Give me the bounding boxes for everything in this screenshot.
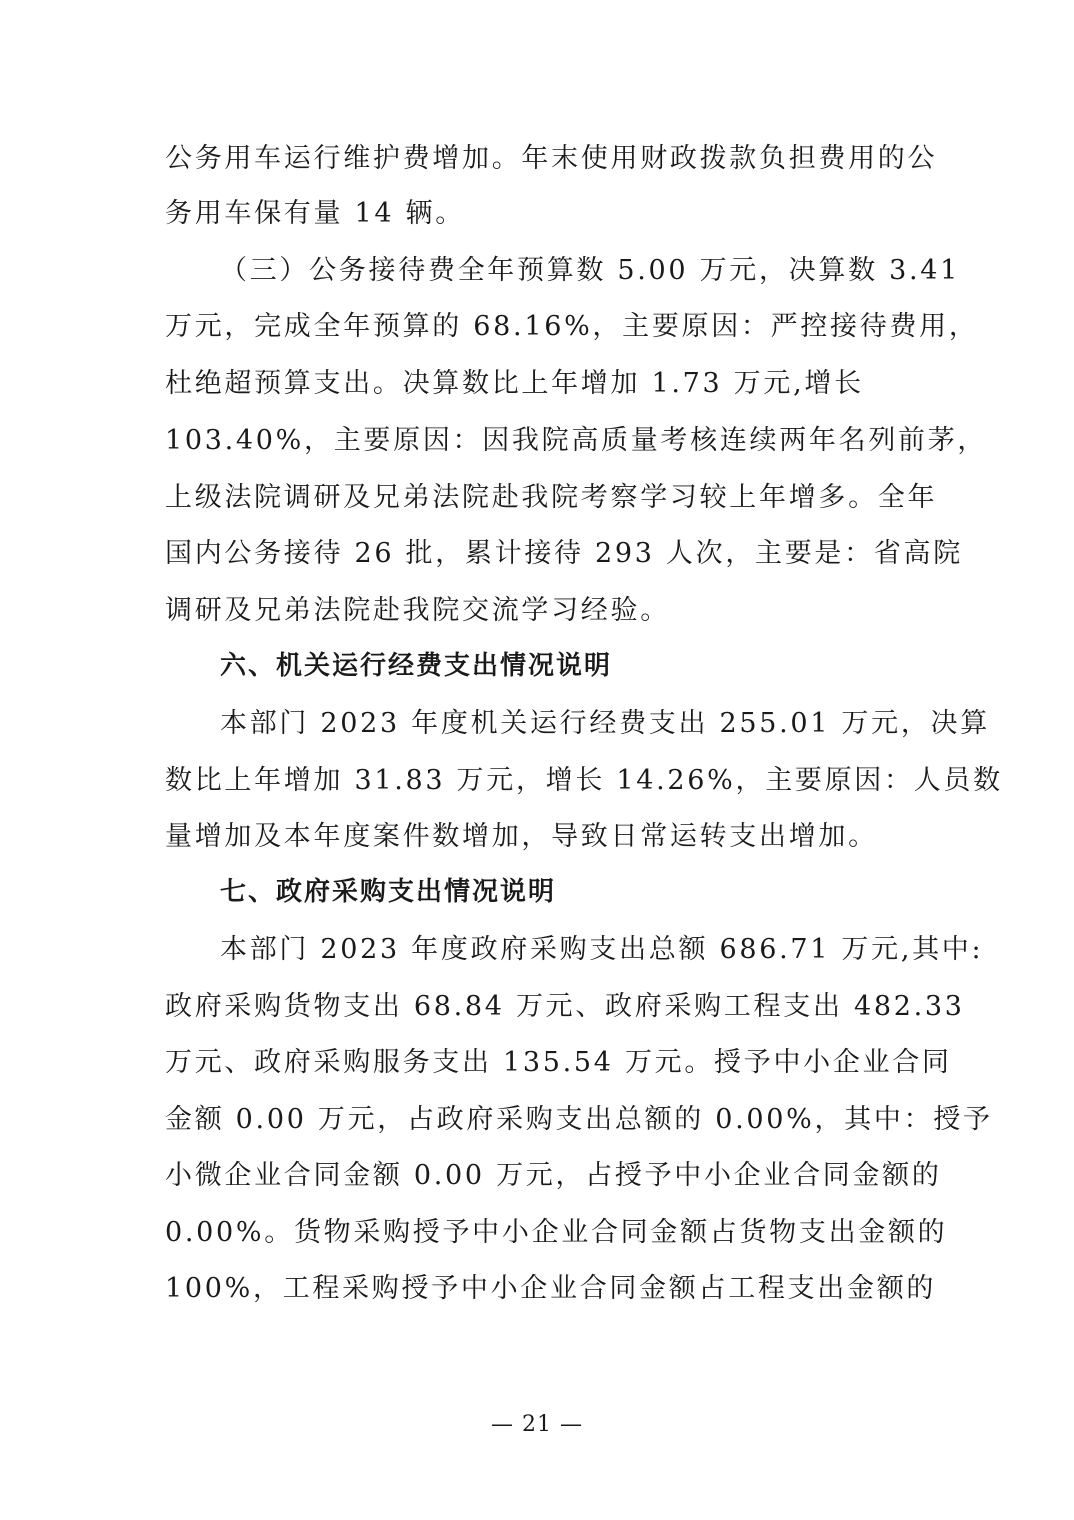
body-text-line: 国内公务接待 26 批，累计接待 293 人次，主要是：省高院 <box>165 538 963 569</box>
body-text-line: 政府采购货物支出 68.84 万元、政府采购工程支出 482.33 <box>165 991 965 1022</box>
body-text-line: 本部门 2023 年度机关运行经费支出 255.01 万元，决算 <box>220 708 990 739</box>
body-text-line: 万元，完成全年预算的 68.16%，主要原因：严控接待费用， <box>165 311 979 342</box>
body-text-line: 本部门 2023 年度政府采购支出总额 686.71 万元,其中: <box>220 934 984 965</box>
body-text-line: 公务用车运行维护费增加。年末使用财政拨款负担费用的公 <box>165 143 938 174</box>
section-heading: 七、政府采购支出情况说明 <box>220 877 557 907</box>
body-text-line: 杜绝超预算支出。决算数比上年增加 1.73 万元,增长 <box>165 368 864 399</box>
body-text-line: 上级法院调研及兄弟法院赴我院考察学习较上年增多。全年 <box>165 482 938 513</box>
page-number: — 21 — <box>491 1412 583 1437</box>
body-text-line: 小微企业合同金额 0.00 万元，占授予中小企业合同金额的 <box>165 1160 942 1191</box>
body-text-line: 务用车保有量 14 辆。 <box>165 198 465 229</box>
body-text-line: 数比上年增加 31.83 万元，增长 14.26%，主要原因：人员数 <box>165 765 1003 796</box>
body-text-line: 金额 0.00 万元，占政府采购支出总额的 0.00%，其中：授予 <box>165 1104 993 1135</box>
body-text-line: 100%，工程采购授予中小企业合同金额占工程支出金额的 <box>165 1273 937 1304</box>
body-text-line: 103.40%，主要原因：因我院高质量考核连续两年名列前茅， <box>165 425 988 456</box>
body-text-line: （三）公务接待费全年预算数 5.00 万元，决算数 3.41 <box>220 255 960 286</box>
body-text-line: 调研及兄弟法院赴我院交流学习经验。 <box>165 595 670 626</box>
section-heading: 六、机关运行经费支出情况说明 <box>220 651 613 681</box>
body-text-line: 量增加及本年度案件数增加，导致日常运转支出增加。 <box>165 821 878 852</box>
body-text-line: 0.00%。货物采购授予中小企业合同金额占货物支出金额的 <box>165 1217 948 1248</box>
body-text-line: 万元、政府采购服务支出 135.54 万元。授予中小企业合同 <box>165 1047 952 1078</box>
